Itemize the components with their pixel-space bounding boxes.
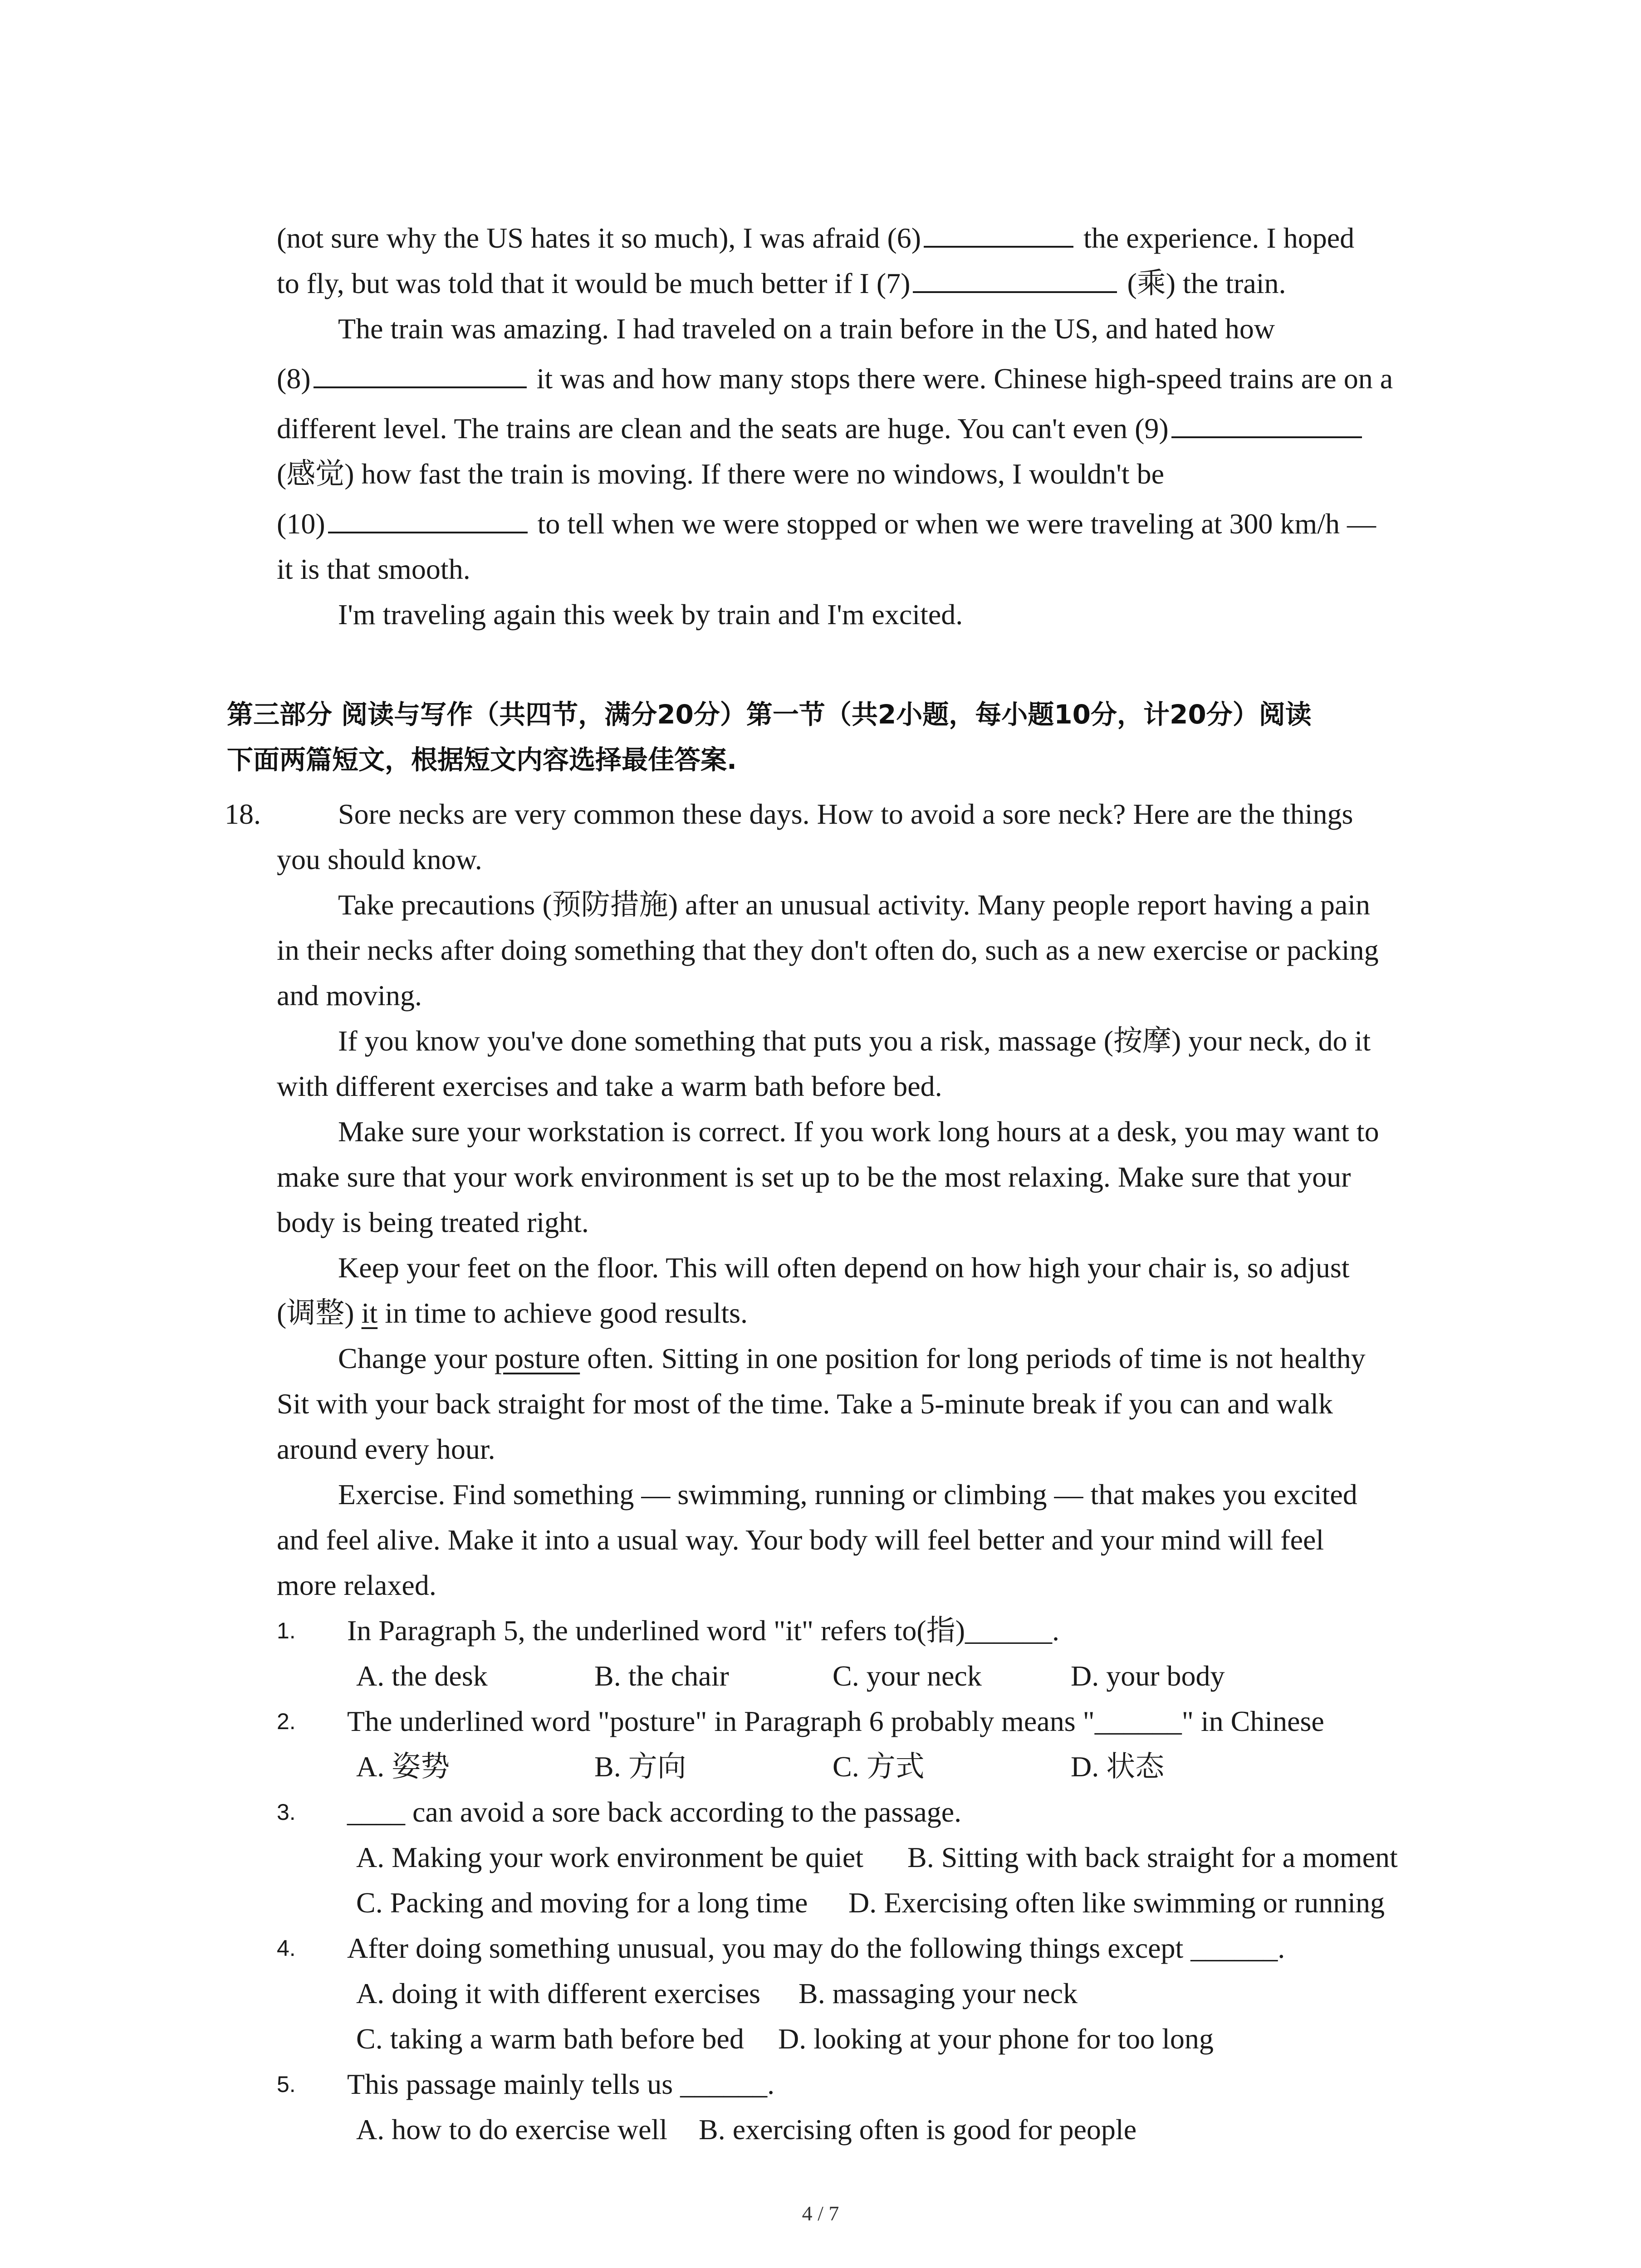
q18-line: Sit with your back straight for most of the time. Take a 5-minute break if you can and walk (277, 1388, 1333, 1420)
passage-line-8: it is that smooth. (277, 553, 470, 585)
subquestion-number: 2. (277, 1709, 296, 1734)
option: B. 方向 (594, 1750, 686, 1783)
passage-line-2 (277, 263, 1286, 304)
text: (not sure why the US hates it so much), I was afraid (6) (277, 222, 921, 254)
q18-line: make sure that your work environment is set up to be the most relaxing. Make sure that your (277, 1161, 1351, 1193)
q18-line (338, 1338, 1366, 1379)
q18-line: Make sure your workstation is correct. If you work long hours at a desk, you may want to (338, 1115, 1379, 1148)
option: C. your neck (833, 1660, 982, 1692)
option: B. Sitting with back straight for a moment (907, 1841, 1398, 1873)
text: to tell when we were stopped or when we were traveling at 300 km/h — (530, 508, 1376, 540)
option: A. doing it with different exercises (356, 1977, 761, 2009)
blank-6 (924, 219, 1073, 248)
text: (10) (277, 508, 325, 540)
q18-line: Keep your feet on the floor. This will often depend on how high your chair is, so adjust (338, 1251, 1350, 1284)
subquestion-stem: ____ can avoid a sore back according to the passage. (347, 1796, 962, 1828)
q18-line: body is being treated right. (277, 1206, 589, 1238)
q18-line: Sore necks are very common these days. How to avoid a sore neck? Here are the things (338, 798, 1353, 830)
text: (8) (277, 362, 311, 395)
q18-line: in their necks after doing something that they don't often do, such as a new exercise or packing (277, 934, 1379, 966)
text: the experience. I hoped (1076, 222, 1355, 254)
section-heading-line-2: 下面两篇短文，根据短文内容选择最佳答案. (227, 744, 737, 775)
blank-10 (328, 504, 528, 533)
underlined-word-posture: posture (494, 1342, 580, 1374)
option: A. 姿势 (356, 1750, 450, 1783)
q18-line: Exercise. Find something — swimming, running or climbing — that makes you excited (338, 1478, 1357, 1510)
subquestion-stem: After doing something unusual, you may do the following things except ______. (347, 1932, 1285, 1964)
option: C. 方式 (833, 1750, 925, 1783)
subquestion-number: 1. (277, 1618, 296, 1643)
passage-line-4 (277, 358, 1393, 399)
subquestion-stem: The underlined word "posture" in Paragraph 6 probably means "______" in Chinese (347, 1705, 1324, 1737)
q18-line: Take precautions (预防措施) after an unusual activity. Many people report having a pain (338, 889, 1371, 921)
text: in time to achieve good results. (377, 1297, 748, 1329)
option: B. massaging your neck (798, 1977, 1078, 2009)
subquestion-number: 5. (277, 2072, 296, 2097)
subquestion-stem: In Paragraph 5, the underlined word "it" refers to(指)______. (347, 1614, 1060, 1647)
page-number: 4 / 7 (802, 2202, 839, 2225)
passage-line-1 (277, 218, 1354, 259)
blank-9 (1171, 409, 1362, 438)
question-number: 18. (225, 798, 261, 830)
option: B. exercising often is good for people (699, 2113, 1137, 2146)
option: A. the desk (356, 1660, 488, 1692)
passage-line-7 (277, 503, 1376, 544)
subquestion-number: 3. (277, 1799, 296, 1825)
q18-line: more relaxed. (277, 1569, 436, 1601)
option: D. 状态 (1071, 1750, 1165, 1783)
blank-7 (913, 264, 1117, 293)
text: different level. The trains are clean and the seats are huge. You can't even (9) (277, 412, 1169, 445)
q18-line: If you know you've done something that puts you a risk, massage (按摩) your neck, do it (338, 1025, 1371, 1057)
text: it was and how many stops there were. Chinese high-speed trains are on a (529, 362, 1393, 395)
option: B. the chair (594, 1660, 729, 1692)
underlined-word-it: it (361, 1297, 378, 1329)
passage-line-3: The train was amazing. I had traveled on a train before in the US, and hated how (338, 313, 1275, 345)
option: D. Exercising often like swimming or running (848, 1887, 1385, 1919)
option: A. Making your work environment be quiet (356, 1841, 863, 1873)
option: C. Packing and moving for a long time (356, 1887, 808, 1919)
blank-8 (314, 359, 527, 388)
subquestion-stem: This passage mainly tells us ______. (347, 2068, 775, 2100)
option: C. taking a warm bath before bed (356, 2023, 744, 2055)
passage-line-9: I'm traveling again this week by train and I'm excited. (338, 598, 963, 631)
option: D. looking at your phone for too long (778, 2023, 1214, 2055)
section-heading-line-1: 第三部分 阅读与写作（共四节，满分20分）第一节（共2小题，每小题10分，计20分）阅读 (227, 699, 1312, 730)
text: Change your (338, 1342, 495, 1374)
option: D. your body (1071, 1660, 1225, 1692)
text: often. Sitting in one position for long periods of time is not healthy (580, 1342, 1366, 1374)
q18-line: around every hour. (277, 1433, 495, 1465)
text: to fly, but was told that it would be much better if I (7) (277, 267, 911, 299)
text: (调整) (277, 1297, 362, 1329)
passage-line-5 (277, 408, 1365, 449)
q18-line: you should know. (277, 843, 482, 875)
option: A. how to do exercise well (356, 2113, 668, 2146)
text: (乘) the train. (1120, 267, 1286, 299)
q18-line: with different exercises and take a warm bath before bed. (277, 1070, 942, 1102)
q18-line (277, 1293, 748, 1334)
q18-line: and feel alive. Make it into a usual way. Your body will feel better and your mind will feel (277, 1524, 1324, 1556)
subquestion-number: 4. (277, 1936, 296, 1961)
q18-line: and moving. (277, 979, 422, 1012)
passage-line-6: (感觉) how fast the train is moving. If there were no windows, I wouldn't be (277, 458, 1164, 490)
